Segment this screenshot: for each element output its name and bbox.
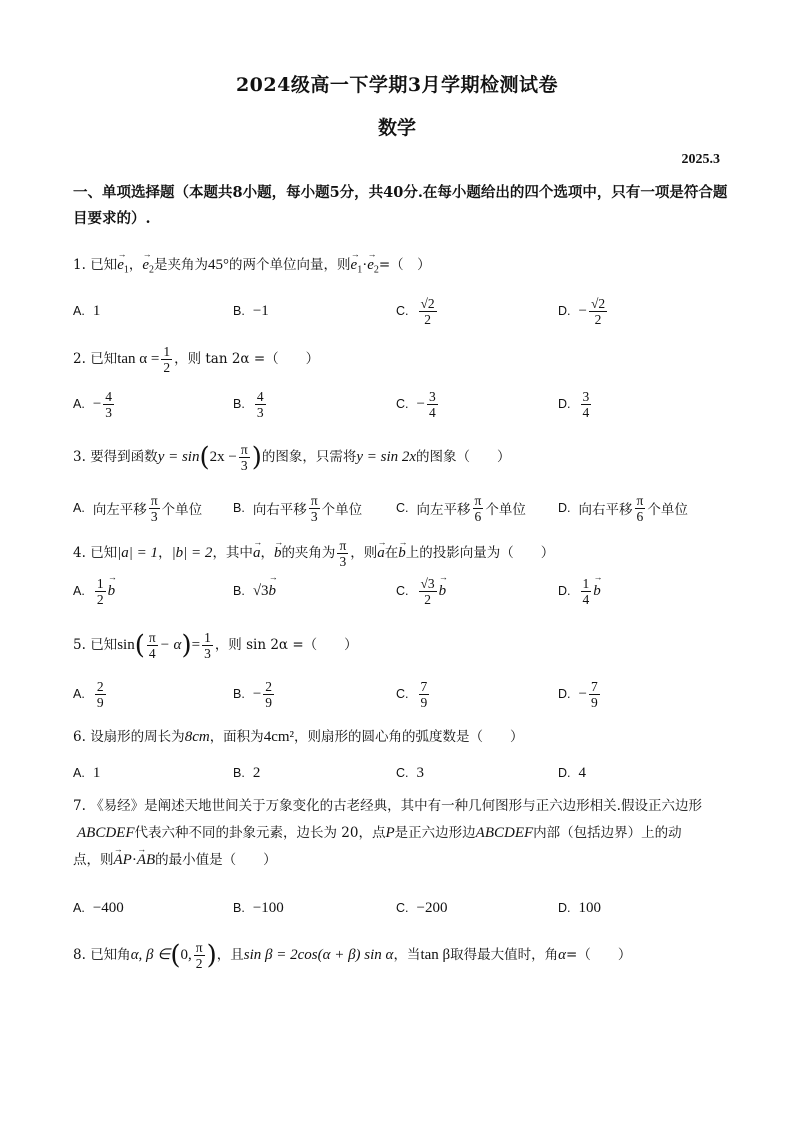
stem-text: ，且 — [216, 947, 244, 963]
option-value: −100 — [252, 899, 284, 916]
options-q5 — [73, 674, 733, 714]
option-b[interactable] — [233, 888, 284, 928]
stem-text: ，则扇形的圆心角的弧度数是（ ） — [294, 729, 524, 745]
math-expression: 2x − — [209, 449, 237, 465]
point-p: P — [385, 825, 395, 841]
option-label: B. — [233, 584, 245, 598]
option-label: D. — [558, 501, 571, 515]
stem-text: ，面积为 — [209, 729, 264, 745]
numerator: 2 — [96, 678, 104, 694]
math-expression: α — [558, 947, 567, 963]
question-number: 6. — [73, 729, 86, 745]
numerator: 4 — [105, 388, 113, 404]
stem-text: 已知 — [90, 545, 118, 561]
option-b[interactable] — [233, 674, 276, 714]
fraction — [419, 679, 430, 710]
denominator: 2 — [163, 360, 171, 375]
fraction — [239, 442, 250, 473]
vector-b: → b — [398, 543, 406, 563]
denominator: 4 — [582, 404, 590, 420]
question-5 — [73, 630, 358, 661]
options-q3 — [73, 488, 733, 528]
denominator: 3 — [240, 458, 248, 473]
option-label: C. — [396, 397, 409, 411]
right-paren: ) — [206, 940, 217, 971]
denominator: 3 — [339, 554, 347, 569]
option-text: 个单位 — [647, 502, 688, 518]
answer-blank: =（ ） — [378, 257, 431, 273]
fraction — [581, 389, 592, 420]
option-b[interactable] — [233, 571, 276, 611]
option-b[interactable] — [233, 753, 260, 793]
denominator: 6 — [474, 508, 482, 524]
vector-ab: → AB — [137, 847, 155, 874]
numerator: 3 — [428, 388, 436, 404]
option-value: −1 — [252, 302, 269, 319]
fraction — [589, 679, 600, 710]
vector-a: → a — [253, 543, 261, 563]
option-label: A. — [73, 584, 85, 598]
option-a[interactable] — [73, 488, 202, 528]
option-value: 2 — [252, 764, 261, 781]
option-value: 4 — [578, 764, 586, 781]
vector-b: → b — [439, 583, 447, 600]
option-value: 100 — [578, 899, 601, 916]
subject-title: 数学 — [377, 117, 416, 139]
stem-text: 已知 — [90, 637, 118, 653]
question-1 — [73, 255, 431, 281]
fraction — [255, 389, 266, 420]
option-c[interactable] — [396, 753, 424, 793]
stem-text: 已知 — [90, 351, 118, 367]
question-number: 7. — [73, 798, 86, 814]
stem-text: 在 — [384, 545, 399, 561]
exam-title: 2024级高一下学期3月学期检测试卷 — [235, 74, 559, 96]
option-d[interactable] — [558, 384, 593, 424]
fraction — [419, 296, 437, 327]
numerator: π — [474, 492, 482, 508]
stem-text: =（ ） — [566, 947, 632, 963]
math-expression: 0, — [180, 947, 192, 963]
option-label: D. — [558, 584, 571, 598]
math-expression: y = sin — [157, 449, 200, 465]
option-text: 向左平移 — [416, 502, 471, 518]
option-a[interactable] — [73, 674, 108, 714]
stem-text: ，则 sin 2α =（ ） — [214, 637, 358, 653]
option-label: D. — [558, 304, 571, 318]
option-value: −400 — [92, 899, 124, 916]
option-d[interactable] — [558, 753, 586, 793]
denominator: 9 — [96, 694, 104, 710]
option-a[interactable] — [73, 888, 124, 928]
question-number: 3. — [73, 449, 86, 465]
fraction — [337, 538, 348, 569]
option-a[interactable] — [73, 291, 100, 331]
stem-text: 的最小值是（ ） — [155, 852, 277, 868]
sign: − — [252, 685, 262, 702]
denominator: 2 — [594, 311, 602, 327]
option-c[interactable] — [396, 888, 447, 928]
left-paren: ( — [199, 442, 210, 473]
stem-text: 点，则 — [73, 852, 114, 868]
option-label: B. — [233, 304, 245, 318]
stem-text: 是正六边形边 — [394, 825, 476, 841]
stem-text: 的夹角为 — [281, 545, 336, 561]
numerator: 4 — [256, 388, 264, 404]
numerator: π — [310, 492, 318, 508]
numerator: π — [339, 538, 347, 553]
option-label: C. — [396, 304, 409, 318]
math-expression: |b| = 2 — [171, 545, 213, 561]
fraction — [309, 493, 320, 524]
denominator: 9 — [590, 694, 598, 710]
numerator: π — [240, 442, 248, 457]
options-q7 — [73, 888, 733, 928]
denominator: 3 — [204, 646, 211, 661]
fraction — [147, 630, 158, 661]
option-label: C. — [396, 766, 409, 780]
question-2 — [73, 344, 319, 375]
math-expression: y = sin 2x — [356, 449, 417, 465]
option-label: D. — [558, 687, 571, 701]
option-text: 向右平移 — [578, 502, 633, 518]
stem-text: 的图象，只需将 — [261, 449, 357, 465]
stem-text: 的图象（ ） — [416, 449, 511, 465]
option-b[interactable] — [233, 384, 268, 424]
numerator: √2 — [590, 295, 606, 311]
denominator: 4 — [428, 404, 436, 420]
option-value: 1 — [92, 302, 101, 319]
stem-text: 上的投影向量为（ ） — [405, 545, 555, 561]
numerator: √2 — [420, 295, 435, 311]
stem-text: ，其中 — [212, 545, 253, 561]
vector-b: → b — [274, 543, 282, 563]
fraction — [149, 493, 160, 524]
question-6 — [73, 727, 524, 747]
option-d[interactable] — [558, 488, 688, 528]
numerator: 7 — [590, 678, 598, 694]
option-c[interactable] — [396, 291, 439, 331]
sign: − — [416, 395, 425, 412]
option-label: B. — [233, 687, 245, 701]
fraction — [263, 679, 274, 710]
numerator: π — [636, 492, 644, 508]
stem-text: 的两个单位向量，则 — [229, 257, 351, 273]
option-d[interactable] — [558, 571, 601, 611]
vector-b: → b — [108, 583, 116, 600]
option-label: A. — [73, 304, 85, 318]
option-label: C. — [396, 501, 409, 515]
option-value: −200 — [416, 899, 448, 916]
denominator: 3 — [256, 404, 264, 420]
subscript: 1 — [357, 264, 363, 276]
stem-text: 内部（包括边界）上的动 — [533, 825, 682, 841]
stem-text: 《易经》是阐述天地世间关于万象变化的古老经典，其中有一种几何图形与正六边形相关.假设正六边形 — [90, 798, 702, 814]
numerator: 3 — [582, 388, 590, 404]
question-7 — [73, 793, 725, 874]
denominator: 4 — [582, 591, 590, 607]
option-d[interactable] — [558, 674, 602, 714]
right-paren: ) — [181, 630, 192, 661]
question-8 — [73, 940, 631, 971]
left-paren: ( — [170, 940, 181, 971]
fraction — [202, 630, 213, 661]
option-text: 向右平移 — [252, 502, 307, 518]
option-b[interactable] — [233, 488, 362, 528]
options-q4 — [73, 571, 733, 611]
option-d[interactable] — [558, 291, 609, 331]
denominator: 6 — [636, 508, 644, 524]
denominator: 2 — [96, 591, 104, 607]
option-value: 3 — [416, 764, 424, 781]
subscript: 2 — [149, 264, 155, 276]
exam-date: 2025.3 — [681, 152, 720, 167]
option-label: B. — [233, 766, 245, 780]
stem-text: ，则 tan 2α =（ ） — [174, 351, 320, 367]
vector-b: → b — [269, 583, 277, 600]
stem-text: 是夹角为 — [154, 257, 209, 273]
option-d[interactable] — [558, 888, 601, 928]
options-q6 — [73, 753, 733, 793]
angle-value: 45° — [208, 257, 230, 273]
vector-e1: → e — [117, 255, 124, 275]
option-label: D. — [558, 901, 571, 915]
stem-text: 已知角 — [90, 947, 131, 963]
option-text: 个单位 — [321, 502, 363, 518]
subscript: 1 — [123, 264, 129, 276]
option-b[interactable] — [233, 291, 269, 331]
equals-sign: = — [191, 637, 201, 653]
math-expression: sin — [117, 637, 135, 653]
denominator: 2 — [424, 591, 431, 607]
section-heading: 一、单项选择题（本题共8小题，每小题5分，共40分.在每小题给出的四个选项中，只有一项是符合题目要求的）. — [73, 184, 728, 227]
option-label: B. — [233, 397, 245, 411]
stem-text: ，则 — [350, 545, 378, 561]
option-text: 向左平移 — [92, 502, 147, 518]
stem-text: ， — [260, 545, 274, 561]
math-expression: 8cm — [184, 729, 210, 745]
vector-e1: → e — [351, 255, 358, 275]
right-paren: ) — [251, 442, 262, 473]
option-label: B. — [233, 901, 245, 915]
option-label: D. — [558, 397, 571, 411]
sign: − — [92, 395, 102, 412]
numerator: 1 — [163, 344, 171, 359]
option-a[interactable] — [73, 753, 100, 793]
hexagon-name: ABCDEF — [475, 825, 534, 841]
option-label: C. — [396, 901, 409, 915]
math-expression: 4cm² — [263, 729, 295, 745]
option-a[interactable] — [73, 384, 116, 424]
option-label: A. — [73, 687, 85, 701]
stem-text: ， — [128, 257, 143, 273]
option-c[interactable] — [396, 571, 446, 611]
denominator: 4 — [148, 646, 156, 661]
numerator: π — [195, 940, 203, 955]
stem-text: 已知 — [90, 257, 118, 273]
option-text: 个单位 — [161, 502, 203, 518]
denominator: 9 — [265, 694, 273, 710]
math-expression: tan α = — [117, 351, 160, 367]
fraction — [473, 493, 484, 524]
vector-b: → b — [593, 583, 601, 600]
option-c[interactable] — [396, 384, 440, 424]
hexagon-name: ABCDEF — [77, 825, 135, 841]
math-expression: |a| = 1 — [117, 545, 159, 561]
numerator: 1 — [96, 575, 104, 591]
fraction — [419, 576, 437, 607]
question-number: 2. — [73, 351, 86, 367]
fraction — [589, 296, 607, 327]
math-expression: sin β = 2cos(α + β) sin α — [243, 947, 394, 963]
vector-a: → a — [377, 543, 385, 563]
question-number: 1. — [73, 257, 86, 273]
option-label: A. — [73, 766, 85, 780]
fraction — [194, 940, 205, 971]
question-number: 4. — [73, 545, 86, 561]
option-label: B. — [233, 501, 245, 515]
dot-operator: · — [362, 257, 368, 273]
option-label: A. — [73, 501, 85, 515]
option-label: A. — [73, 397, 85, 411]
option-label: C. — [396, 584, 409, 598]
sign: − — [578, 685, 587, 702]
stem-text: 设扇形的周长为 — [90, 729, 185, 745]
option-c[interactable] — [396, 674, 431, 714]
denominator: 2 — [195, 956, 203, 971]
question-number: 8. — [73, 947, 86, 963]
question-number: 5. — [73, 637, 86, 653]
left-paren: ( — [134, 630, 145, 661]
vector-ap: → AP — [114, 847, 132, 874]
fraction — [95, 576, 106, 607]
denominator: 3 — [310, 508, 318, 524]
math-expression: α, β ∈ — [130, 947, 171, 963]
option-text: 个单位 — [485, 502, 526, 518]
option-value: 1 — [92, 764, 101, 781]
fraction — [103, 389, 114, 420]
fraction — [427, 389, 438, 420]
options-q1 — [73, 291, 733, 331]
numerator: 7 — [420, 678, 428, 694]
denominator: 3 — [150, 508, 158, 524]
option-label: D. — [558, 766, 571, 780]
math-expression: − α — [159, 637, 182, 653]
stem-text: 要得到函数 — [90, 449, 158, 465]
question-3 — [73, 442, 511, 473]
option-label: A. — [73, 901, 85, 915]
dot-operator: · — [131, 852, 137, 868]
fraction — [635, 493, 646, 524]
numerator: 1 — [204, 630, 211, 645]
vector-e2: → e — [142, 255, 149, 275]
numerator: π — [150, 492, 158, 508]
fraction — [581, 576, 592, 607]
question-4 — [73, 538, 554, 569]
fraction — [161, 344, 172, 375]
math-expression: tan β — [420, 947, 451, 963]
option-label: C. — [396, 687, 409, 701]
numerator: π — [148, 630, 156, 645]
option-value: √3 — [252, 582, 269, 599]
sign: − — [578, 302, 587, 319]
numerator: √3 — [420, 575, 435, 591]
options-q2 — [73, 384, 733, 424]
fraction — [95, 679, 106, 710]
numerator: 2 — [265, 678, 273, 694]
vector-e2: → e — [367, 255, 374, 275]
numerator: 1 — [582, 575, 590, 591]
option-c[interactable] — [396, 488, 526, 528]
stem-text: ，当 — [393, 947, 421, 963]
subscript: 2 — [373, 264, 379, 276]
denominator: 2 — [424, 311, 431, 327]
stem-text: 取得最大值时，角 — [450, 947, 559, 963]
option-a[interactable] — [73, 571, 115, 611]
stem-text: 代表六种不同的卦象元素，边长为 20，点 — [134, 825, 386, 841]
denominator: 3 — [105, 404, 113, 420]
stem-text: ， — [158, 545, 172, 561]
denominator: 9 — [420, 694, 428, 710]
